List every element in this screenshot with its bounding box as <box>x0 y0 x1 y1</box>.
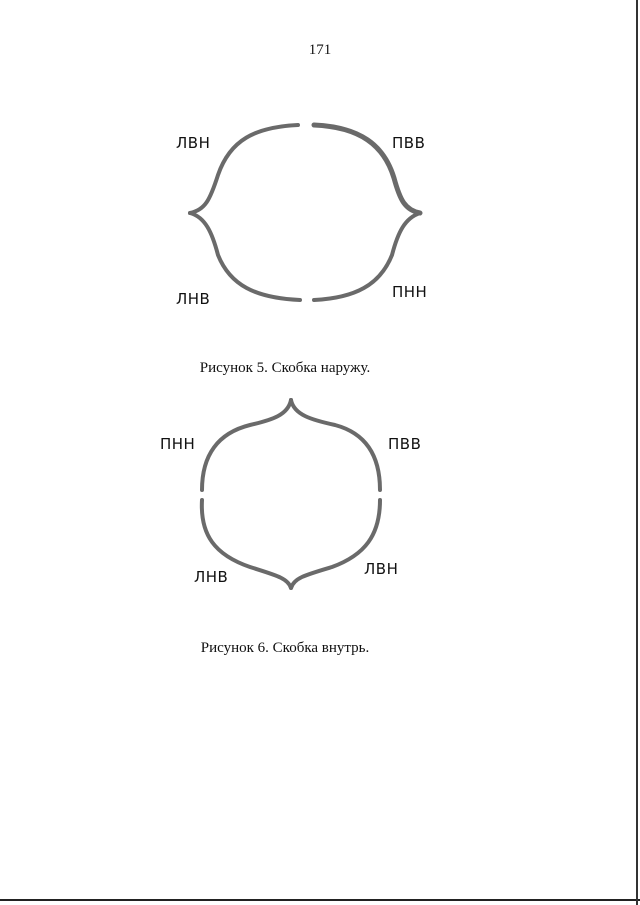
figure-6-label-bottom-right: ЛВН <box>364 560 399 578</box>
figure-6-arc-top-left <box>202 400 291 490</box>
scan-right-edge <box>636 0 638 905</box>
scan-bottom-edge <box>0 899 640 901</box>
figure-6-caption: Рисунок 6. Скобка внутрь. <box>200 640 370 656</box>
figure-6-label-top-right: ПВВ <box>388 435 422 453</box>
figure-5-label-top-left: ЛВН <box>176 134 211 152</box>
figure-5-label-top-right: ПВВ <box>392 134 426 152</box>
figure-5-label-bottom-right: ПНН <box>392 283 428 301</box>
figure-5-caption: Рисунок 5. Скобка наружу. <box>199 360 371 376</box>
figure-6-label-bottom-left: ЛНВ <box>194 568 229 586</box>
page-number: 171 <box>308 42 332 58</box>
figure-6-label-top-left: ПНН <box>160 435 196 453</box>
figure-5-label-bottom-left: ЛНВ <box>176 290 211 308</box>
figure-6-arc-top-right <box>291 400 380 490</box>
